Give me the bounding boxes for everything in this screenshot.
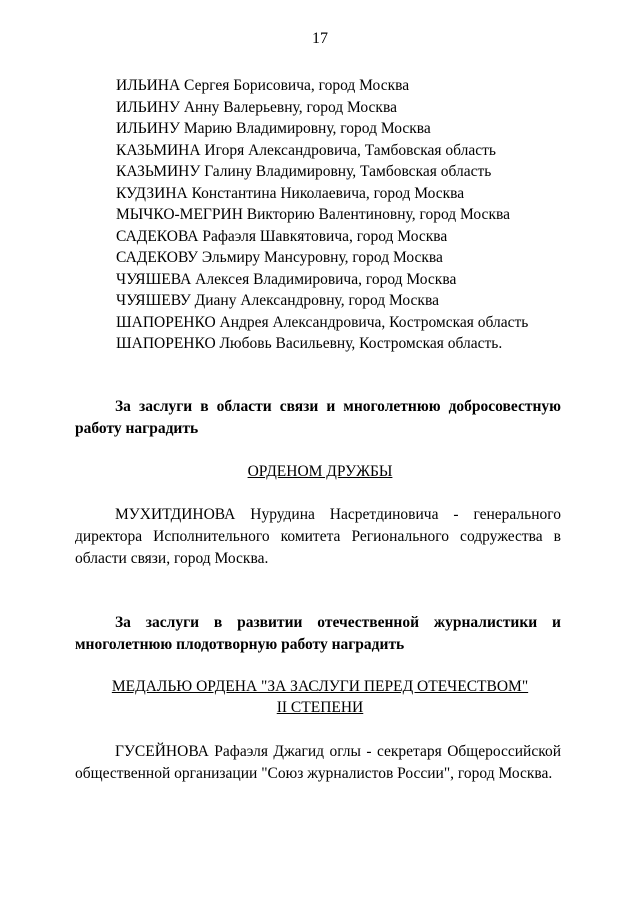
award-title-medal-line-2: II СТЕПЕНИ — [276, 699, 364, 716]
list-item: ШАПОРЕНКО Любовь Васильевну, Костромская область. — [116, 335, 503, 352]
list-item: КАЗЬМИНУ Галину Владимировну, Тамбовская область — [116, 163, 492, 180]
recipient-mukhitdinov: МУХИТДИНОВА Нурудина Насретдиновича - генерального директора Исполнительного комитета Регионального содружества в области связи, город Москва. — [75, 506, 561, 567]
list-item: МЫЧКО-МЕГРИН Викторию Валентиновну, город Москва — [116, 206, 510, 223]
award-intro-communications: За заслуги в области связи и многолетнюю добросовестную работу наградить — [75, 398, 561, 437]
list-item: ИЛЬИНУ Анну Валерьевну, город Москва — [116, 98, 397, 116]
awardee-list — [116, 75, 596, 355]
list-item: САДЕКОВА Рафаэля Шавкятовича, город Москва — [116, 227, 448, 245]
list-item: ШАПОРЕНКО Андрея Александровича, Костромская область — [116, 313, 529, 331]
page-number: 17 — [312, 30, 328, 47]
list-item: ЧУЯШЕВА Алексея Владимировича, город Москва — [116, 270, 457, 288]
list-item: ЧУЯШЕВУ Диану Александровну, город Москва — [116, 292, 439, 309]
award-intro-journalism: За заслуги в развитии отечественной журналистики и многолетнюю плодотворную работу наградить — [75, 614, 561, 653]
award-title-medal-line-1: МЕДАЛЬЮ ОРДЕНА "ЗА ЗАСЛУГИ ПЕРЕД ОТЕЧЕСТВОМ" — [111, 678, 529, 695]
award-title-order-of-friendship: ОРДЕНОМ ДРУЖБЫ — [247, 463, 393, 480]
list-item: КУДЗИНА Константина Николаевича, город Москва — [116, 184, 465, 202]
list-item: САДЕКОВУ Эльмиру Мансуровну, город Москва — [116, 249, 443, 266]
list-item: КАЗЬМИНА Игоря Александровича, Тамбовская область — [116, 141, 496, 159]
list-item: ИЛЬИНУ Марию Владимировну, город Москва — [116, 120, 431, 137]
list-item: ИЛЬИНА Сергея Борисовича, город Москва — [116, 77, 410, 94]
recipient-guseinov: ГУСЕЙНОВА Рафаэля Джагид оглы - секретаря Общероссийской общественной организации "Союз журналистов России", город Москва. — [75, 743, 561, 782]
